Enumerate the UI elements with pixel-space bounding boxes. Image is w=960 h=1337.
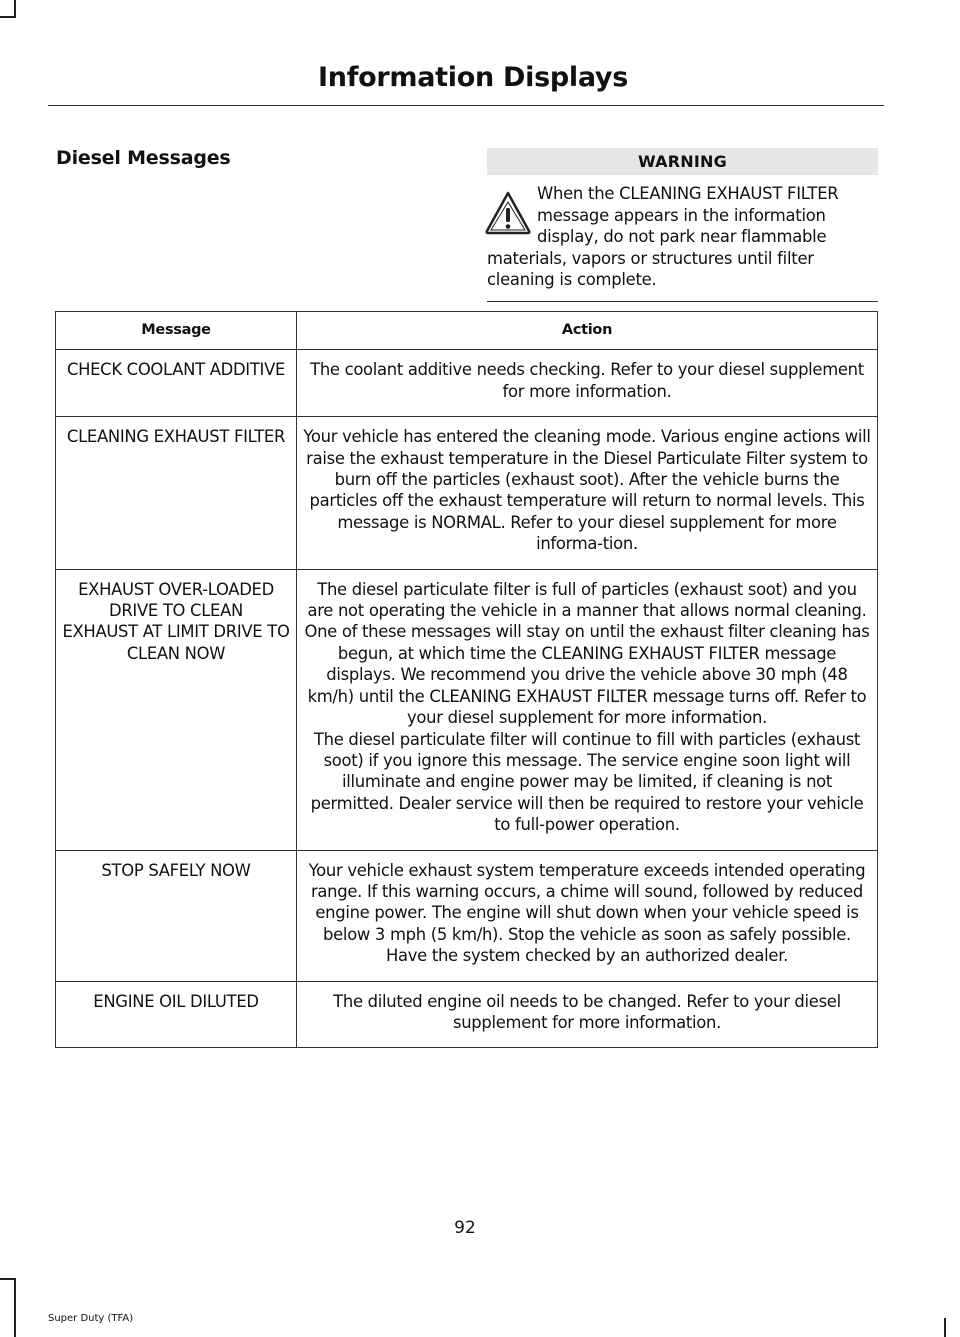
message-text: STOP SAFELY NOW xyxy=(101,860,251,880)
crop-mark xyxy=(0,16,16,18)
warning-heading: WARNING xyxy=(487,148,878,175)
action-cell xyxy=(297,981,878,1048)
action-text: The coolant additive needs checking. Refer to your diesel supplement for more information. xyxy=(310,360,864,401)
diesel-messages-table xyxy=(55,311,878,1048)
warning-body xyxy=(487,183,878,291)
action-cell xyxy=(297,850,878,981)
table-row xyxy=(56,850,878,981)
message-text: EXHAUST OVER-LOADED DRIVE TO CLEAN xyxy=(78,579,274,621)
message-text: CLEANING EXHAUST FILTER xyxy=(66,427,286,447)
message-text: EXHAUST AT LIMIT DRIVE TO CLEAN NOW xyxy=(62,622,290,663)
table-row xyxy=(56,981,878,1048)
message-cell xyxy=(56,981,297,1048)
message-cell xyxy=(56,569,297,850)
action-cell xyxy=(297,417,878,569)
page-number: 92 xyxy=(454,1218,476,1238)
header-divider xyxy=(48,105,884,106)
table-row xyxy=(56,569,878,850)
message-cell xyxy=(56,417,297,569)
column-header-action: Action xyxy=(297,312,878,350)
message-text: ENGINE OIL DILUTED xyxy=(93,991,259,1011)
action-text: The diesel particulate filter will continue to fill with particles (exhaust soot) if you ignore this message. The service engine soon light will illuminate and engine power may be limited, if cleaning is not permitted. Dealer service will then be required to restore your vehicle to full-power operation. xyxy=(310,729,864,835)
table-row xyxy=(56,417,878,569)
crop-mark xyxy=(0,1278,16,1280)
crop-mark xyxy=(944,1318,946,1337)
action-text: The diesel particulate filter is full of particles (exhaust soot) and you are not operating the vehicle in a manner that allows normal cleaning. One of these messages will stay on until the exhaust filter cleaning has begun, at which time the CLEANING EXHAUST FILTER message displays. We recommend you drive the vehicle above 30 mph (48 km/h) until the CLEANING EXHAUST FILTER message turns off. Refer to your diesel supplement for more information. xyxy=(304,579,870,728)
action-text: Your vehicle has entered the cleaning mode. Various engine actions will raise the exhaust temperature in the Diesel Particulate Filter system to burn off the particles (exhaust soot). After the vehicle burns the particles off the exhaust temperature will return to normal levels. This message is NORMAL. Refer to your diesel supplement for more informa-tion. xyxy=(303,427,871,554)
message-cell xyxy=(56,850,297,981)
table-row xyxy=(56,350,878,417)
action-text: Your vehicle exhaust system temperature exceeds intended operating range. If this warning occurs, a chime will sound, followed by reduced engine power. The engine will shut down when your vehicle speed is below 3 mph (5 km/h). Stop the vehicle as soon as safely possible. Have the system checked by an authorized dealer. xyxy=(308,860,866,966)
page-header-title: Information Displays xyxy=(318,62,628,93)
warning-triangle-icon xyxy=(483,187,533,237)
action-text: The diluted engine oil needs to be changed. Refer to your diesel supplement for more information. xyxy=(333,991,841,1032)
footer-text: Super Duty (TFA) xyxy=(48,1313,134,1324)
warning-box xyxy=(487,148,878,302)
column-header-message: Message xyxy=(56,312,297,350)
action-cell xyxy=(297,350,878,417)
warning-divider xyxy=(487,301,878,302)
section-title: Diesel Messages xyxy=(56,147,231,169)
message-text: CHECK COOLANT ADDITIVE xyxy=(66,360,286,380)
table-header-row xyxy=(56,312,878,350)
warning-text: When the CLEANING EXHAUST FILTER message appears in the information display, do not park near flammable materials, vapors or structures until filter cleaning is complete. xyxy=(487,184,839,289)
crop-mark xyxy=(14,1278,16,1337)
message-cell xyxy=(56,350,297,417)
action-cell xyxy=(297,569,878,850)
